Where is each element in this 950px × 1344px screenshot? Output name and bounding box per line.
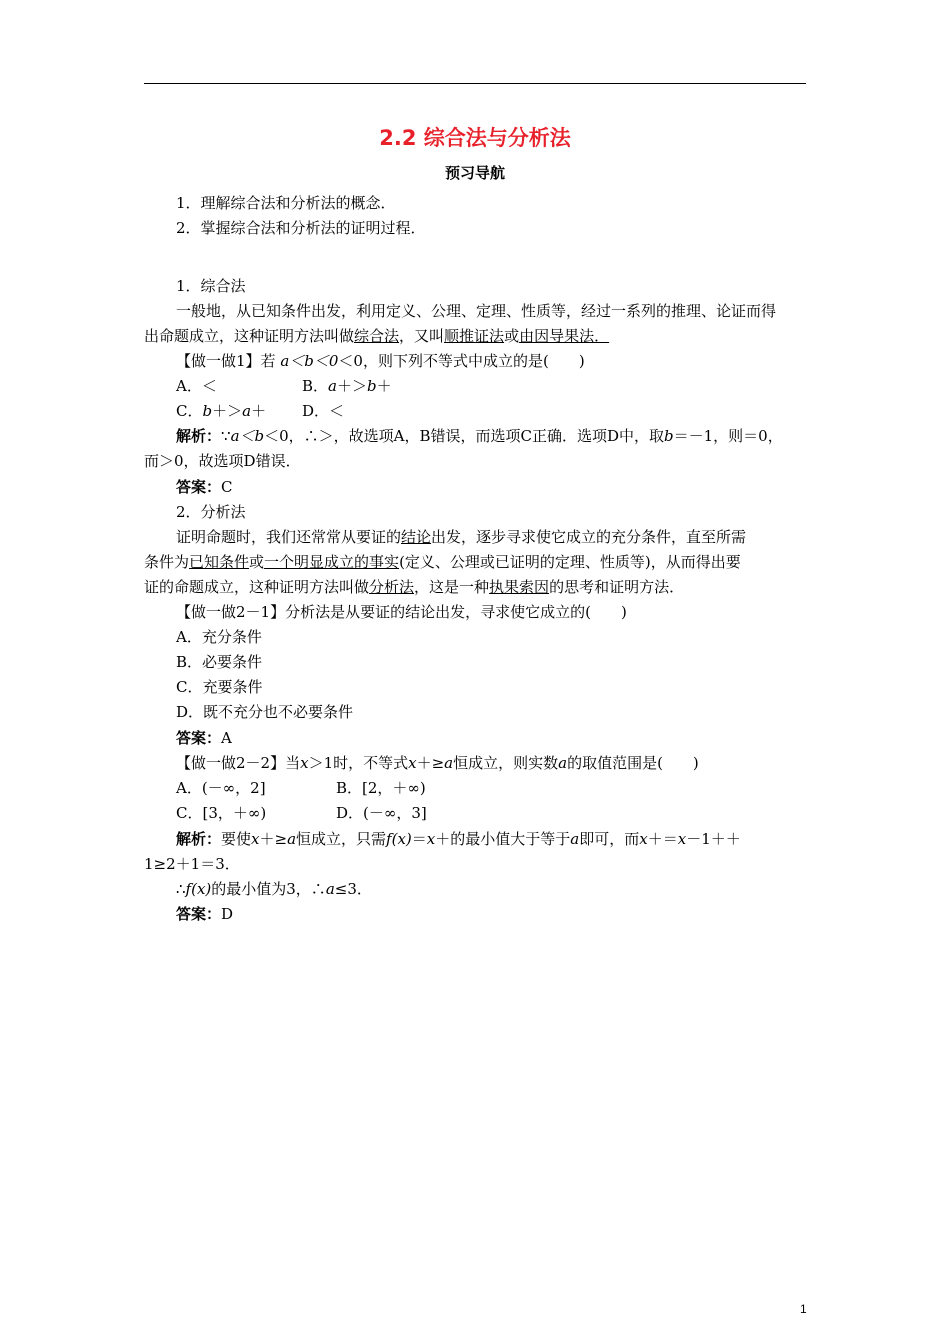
answer-2-1: 答案：A xyxy=(176,729,232,747)
underlined-term: 综合法 xyxy=(354,327,400,345)
goal-1: 1．理解综合法和分析法的概念． xyxy=(176,194,396,212)
paragraph-line: 出命题成立，这种证明方法叫做综合法，又叫顺推证法或由因导果法． xyxy=(144,327,610,345)
paragraph-line: 证的命题成立，这种证明方法叫做分析法，这是一种执果索因的思考和证明方法． xyxy=(144,578,685,596)
exercise-2-1: 【做一做2－1】分析法是从要证的结论出发，寻求使它成立的( ) xyxy=(176,603,627,621)
options-row: C．[3，＋∞) D．(－∞，3] xyxy=(176,804,427,822)
options-row: A．(－∞，2] B．[2，＋∞) xyxy=(176,779,426,797)
option-item: D．既不充分也不必要条件 xyxy=(176,703,354,721)
options-row: C．b＋＞a＋ D．＜ xyxy=(176,402,345,420)
solution-line: ∴f(x)的最小值为3，∴a≤3． xyxy=(176,880,372,898)
underlined-term: 分析法 xyxy=(369,578,415,596)
options-row: A．＜ B．a＋＞b＋ xyxy=(176,377,392,395)
paragraph-line: 证明命题时，我们还常常从要证的结论出发，逐步寻求使它成立的充分条件，直至所需 xyxy=(176,528,747,546)
page-number: 1 xyxy=(800,1302,807,1316)
paragraph-line: 条件为已知条件或一个明显成立的事实(定义、公理或已证明的定理、性质等)，从而得出要 xyxy=(144,553,741,571)
option-item: A．充分条件 xyxy=(176,628,262,646)
page-title: 2.2 综合法与分析法 xyxy=(379,126,571,150)
underlined-term: 由因导果法． xyxy=(519,327,610,345)
paragraph-line: 一般地，从已知条件出发，利用定义、公理、定理、性质等，经过一系列的推理、论证而得 xyxy=(176,302,777,320)
answer-1: 答案：C xyxy=(176,478,233,496)
section-heading-analysis: 2．分析法 xyxy=(176,503,246,521)
section-heading-synthesis: 1．综合法 xyxy=(176,277,246,295)
solution-line: 解析：∵a＜b＜0，∴＞，故选项A，B错误，而选项C正确．选项D中，取b＝－1，则＝0， xyxy=(176,427,783,445)
option-item: C．充要条件 xyxy=(176,678,263,696)
underlined-term: 顺推证法 xyxy=(444,327,505,345)
answer-2-2: 答案：D xyxy=(176,905,234,923)
underlined-term: 执果索因 xyxy=(489,578,550,596)
section-subtitle: 预习导航 xyxy=(444,164,505,182)
goal-2: 2．掌握综合法和分析法的证明过程． xyxy=(176,219,426,237)
option-item: B．必要条件 xyxy=(176,653,263,671)
header-rule xyxy=(144,83,806,84)
underlined-term: 一个明显成立的事实 xyxy=(264,553,400,571)
solution-line: 而＞0，故选项D错误． xyxy=(144,452,301,470)
solution-line: 1≥2＋1＝3． xyxy=(144,855,240,873)
exercise-2-2: 【做一做2－2】当x＞1时，不等式x＋≥a恒成立，则实数a的取值范围是( ) xyxy=(176,754,699,772)
underlined-term: 已知条件 xyxy=(189,553,250,571)
solution-line: 解析：要使x＋≥a恒成立，只需f(x)＝x＋的最小值大于等于a即可，而x＋＝x－1＋＋ xyxy=(176,830,741,848)
underlined-term: 结论 xyxy=(401,528,432,546)
exercise-1: 【做一做1】若 a＜b＜0＜0，则下列不等式中成立的是( ) xyxy=(176,352,585,370)
